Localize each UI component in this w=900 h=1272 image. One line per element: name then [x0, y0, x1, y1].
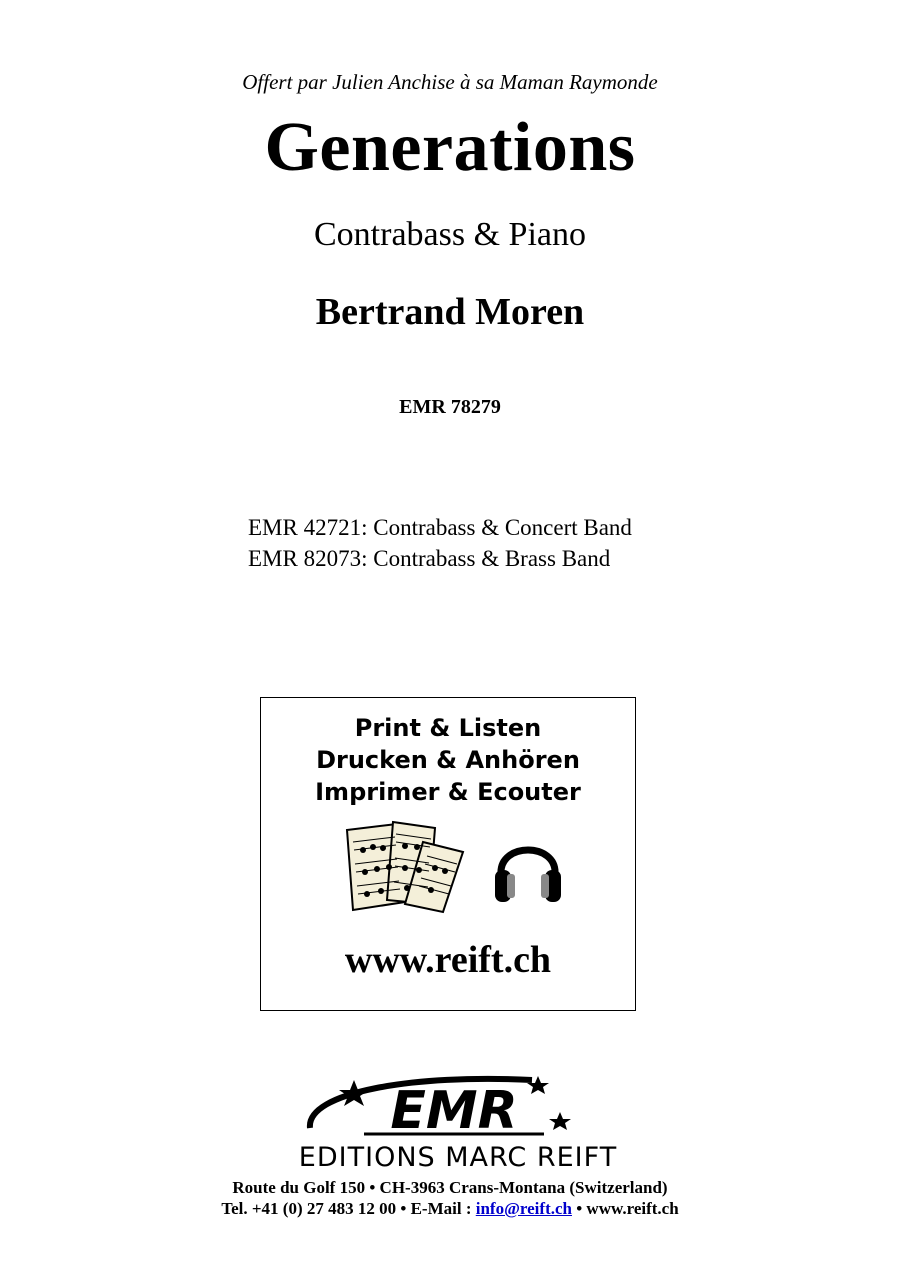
dedication: Offert par Julien Anchise à sa Maman Raymonde	[242, 70, 658, 94]
publisher-contact	[0, 1199, 900, 1219]
piece-title: Generations	[264, 109, 636, 186]
other-versions-list	[248, 512, 632, 574]
sheet-music-icon	[339, 820, 469, 916]
other-version-item: EMR 42721: Contrabass & Concert Band	[248, 515, 632, 540]
promo-line-french: Imprimer & Ecouter	[315, 778, 581, 806]
print-listen-box	[260, 697, 636, 1011]
catalog-number: EMR 78279	[399, 396, 501, 418]
contact-phone: Tel. +41 (0) 27 483 12 00 • E-Mail :	[221, 1199, 476, 1218]
composer-name: Bertrand Moren	[315, 291, 585, 333]
promo-line-german: Drucken & Anhören	[316, 746, 580, 774]
publisher-logo	[238, 1072, 678, 1172]
emr-logo-icon	[304, 1072, 584, 1144]
email-link[interactable]: info@reift.ch	[475, 1199, 572, 1218]
publisher-name: EDITIONS MARC REIFT	[298, 1142, 618, 1173]
instrumentation: Contrabass & Piano	[314, 216, 586, 253]
logo-wordmark: EMR	[390, 1081, 518, 1141]
other-version-item: EMR 82073: Contrabass & Brass Band	[248, 546, 611, 571]
promo-line-english: Print & Listen	[354, 714, 542, 742]
promo-website: www.reift.ch	[344, 939, 552, 981]
publisher-address: Route du Golf 150 • CH-3963 Crans-Montana (Switzerland)	[232, 1178, 668, 1197]
contact-website: • www.reift.ch	[571, 1199, 679, 1218]
headphones-icon	[493, 828, 563, 908]
